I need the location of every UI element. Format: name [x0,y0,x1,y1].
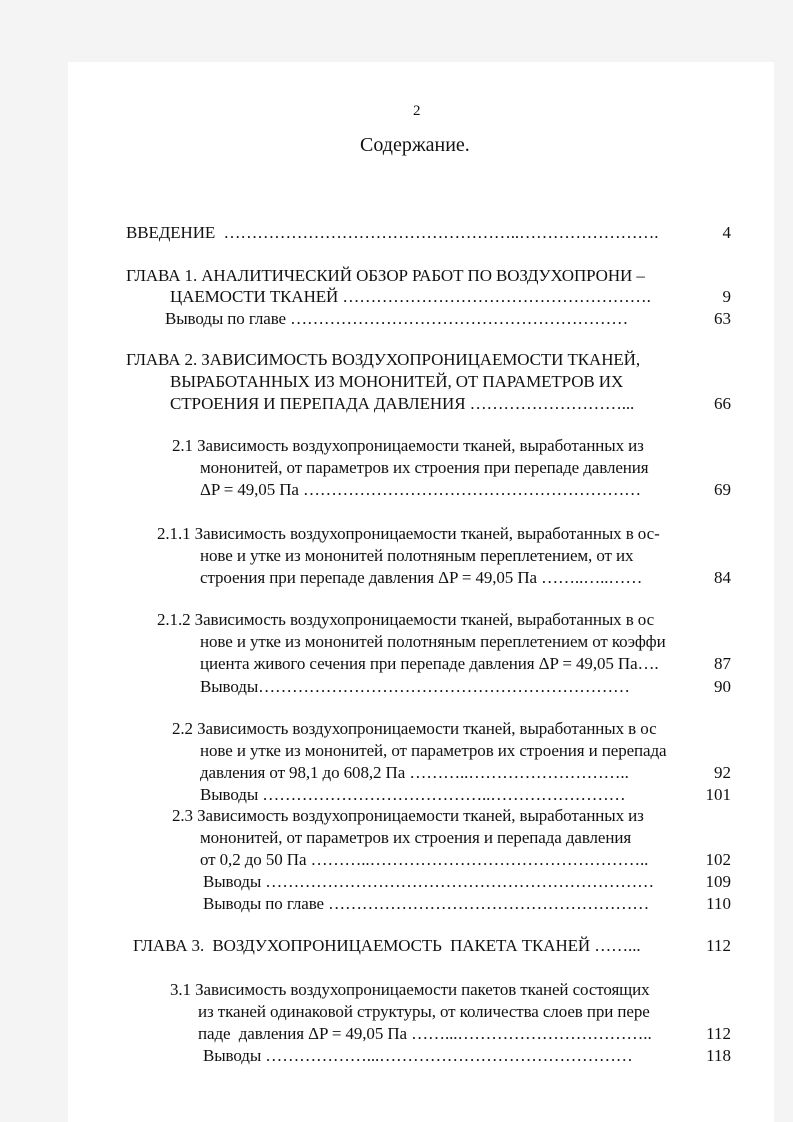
toc-page: 84 [714,568,731,587]
toc-line: от 0,2 до 50 Па ………..………………………………………….. [200,850,649,869]
toc-line: 2.3 Зависимость воздухопроницаемости тканей, выработанных из [172,806,644,825]
toc-line: паде давления ΔP = 49,05 Па ……...…………………………….. [198,1024,652,1043]
toc-page: 9 [722,287,731,306]
toc-line: 2.1.2 Зависимость воздухопроницаемости тканей, выработанных в ос [157,610,655,629]
toc-line: 2.2 Зависимость воздухопроницаемости тканей, выработанных в ос [172,719,657,738]
toc-line: ЦАЕМОСТИ ТКАНЕЙ ………………………………………………. [170,287,651,306]
toc-page: 110 [706,894,731,913]
toc-page: 66 [714,394,731,413]
toc-page: 112 [706,1024,731,1043]
toc-line: Выводы …………………………………..…………………… [200,785,626,804]
toc-line: ГЛАВА 2. ЗАВИСИМОСТЬ ВОЗДУХОПРОНИЦАЕМОСТИ ТКАНЕЙ, [126,350,640,369]
toc-page: 102 [705,850,731,869]
toc-line: ΔP = 49,05 Па …………………………………………………… [200,480,642,499]
toc-line: Выводы ………………...……………………………………… [203,1046,633,1065]
toc-page: 109 [705,872,731,891]
toc-line: циента живого сечения при перепаде давления ΔP = 49,05 Па…. [200,654,659,673]
toc-line: Выводы по главе ………………………………………………… [203,894,650,913]
toc-line: мононитей, от параметров их строения при перепаде давления [200,458,649,477]
toc-page: 101 [705,785,731,804]
toc-page: 118 [706,1046,731,1065]
toc-line: 2.1 Зависимость воздухопроницаемости тканей, выработанных из [172,436,644,455]
toc-line: Выводы …………………………………………………………… [203,872,655,891]
toc-line: Выводы по главе …………………………………………………… [165,309,629,328]
toc-line: нове и утке из мононитей полотняным переплетением от коэффи [200,632,666,651]
toc-line: 2.1.1 Зависимость воздухопроницаемости тканей, выработанных в ос- [157,524,660,543]
toc-page: 112 [706,936,731,955]
toc-line: давления от 98,1 до 608,2 Па ………..……………………….. [200,763,629,782]
toc-page: 87 [714,654,731,673]
toc-page: 69 [714,480,731,499]
toc-line: нове и утке из мононитей, от параметров их строения и перепада [200,741,667,760]
toc-line: СТРОЕНИЯ И ПЕРЕПАДА ДАВЛЕНИЯ ………………………... [170,394,635,413]
toc-line: Выводы………………………………………………………… [200,677,630,696]
toc-page: 4 [722,223,731,242]
toc-line: ГЛАВА 3. ВОЗДУХОПРОНИЦАЕМОСТЬ ПАКЕТА ТКАНЕЙ ……... [133,936,641,955]
toc-line: из тканей одинаковой структуры, от количества слоев при пере [198,1002,650,1021]
toc-page: 92 [714,763,731,782]
page-sheet [68,62,774,1122]
page-title: Содержание. [360,134,470,156]
toc-line: мононитей, от параметров их строения и перепада давления [200,828,632,847]
toc-page: 63 [714,309,731,328]
toc-line: ВЫРАБОТАННЫХ ИЗ МОНОНИТЕЙ, ОТ ПАРАМЕТРОВ ИХ [170,372,624,391]
toc-page: 90 [714,677,731,696]
toc-line: 3.1 Зависимость воздухопроницаемости пакетов тканей состоящих [170,980,650,999]
toc-line: ГЛАВА 1. АНАЛИТИЧЕСКИЙ ОБЗОР РАБОТ ПО ВОЗДУХОПРОНИ – [126,266,645,285]
toc-line: нове и утке из мононитей полотняным переплетением, от их [200,546,634,565]
page-number: 2 [413,103,421,119]
toc-line: ВВЕДЕНИЕ ……………………………………………..……………………. [126,223,659,242]
toc-line: строения при перепаде давления ΔP = 49,05 Па ……..…..…… [200,568,643,587]
